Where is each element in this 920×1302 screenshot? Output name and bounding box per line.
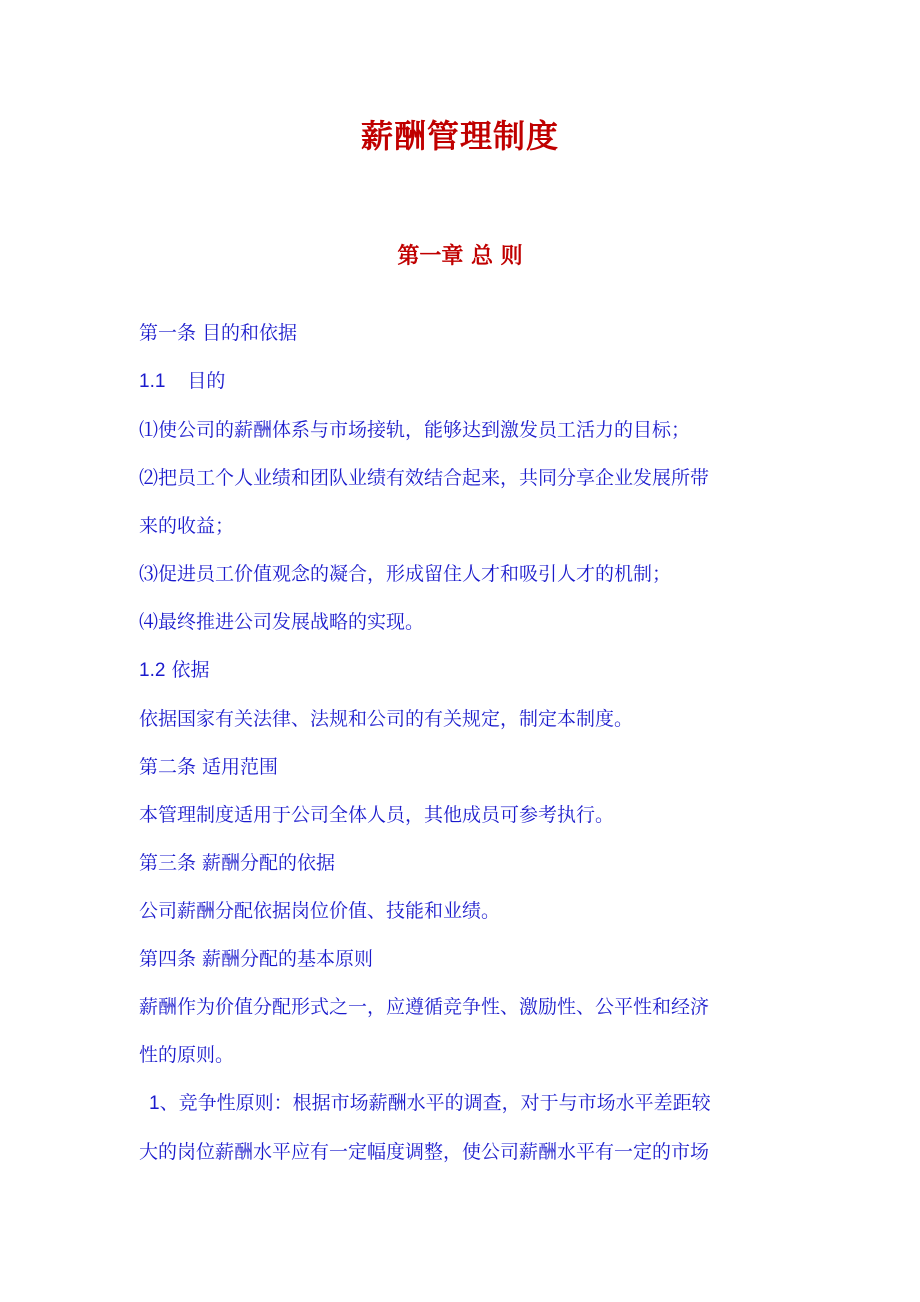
list-item-1 [139,1079,789,1128]
paragraph-line: ⑴使公司的薪酬体系与市场接轨，能够达到激发员工活力的目标； [139,419,691,441]
article-heading-4: 第四条 薪酬分配的基本原则 [139,948,374,970]
list-number: 1 [149,1093,160,1114]
section-heading-1-2 [139,646,789,695]
section-number: 1.1 [139,371,166,392]
section-label: 目的 [187,370,226,392]
paragraph-line: 依据国家有关法律、法规和公司的有关规定，制定本制度。 [139,708,634,730]
paragraph-line: 薪酬作为价值分配形式之一，应遵循竞争性、激励性、公平性和经济 [139,996,710,1018]
paragraph-line: 大的岗位薪酬水平应有一定幅度调整，使公司薪酬水平有一定的市场 [139,1141,710,1163]
document-title: 薪酬管理制度 [360,117,559,155]
section-label: 依据 [171,659,210,681]
paragraph-line: ⑶促进员工价值观念的凝合，形成留住人才和吸引人才的机制； [139,563,672,585]
paragraph-line: 本管理制度适用于公司全体人员，其他成员可参考执行。 [139,804,615,826]
article-heading-3: 第三条 薪酬分配的依据 [139,852,336,874]
paragraph-line: 来的收益； [139,515,235,537]
article-heading-2: 第二条 适用范围 [139,756,279,778]
paragraph-line: 性的原则。 [139,1044,235,1066]
paragraph-line: ⑵把员工个人业绩和团队业绩有效结合起来，共同分享企业发展所带 [139,467,710,489]
chapter-title: 第一章 总 则 [397,243,523,269]
article-heading-1: 第一条 目的和依据 [139,322,298,344]
section-number: 1.2 [139,660,166,681]
section-heading-1-1 [139,357,789,406]
list-text: 、竞争性原则：根据市场薪酬水平的调查，对于与市场水平差距较 [159,1092,711,1114]
document-body [139,309,789,1176]
paragraph-line: 公司薪酬分配依据岗位价值、技能和业绩。 [139,900,501,922]
paragraph-line: ⑷最终推进公司发展战略的实现。 [139,611,425,633]
